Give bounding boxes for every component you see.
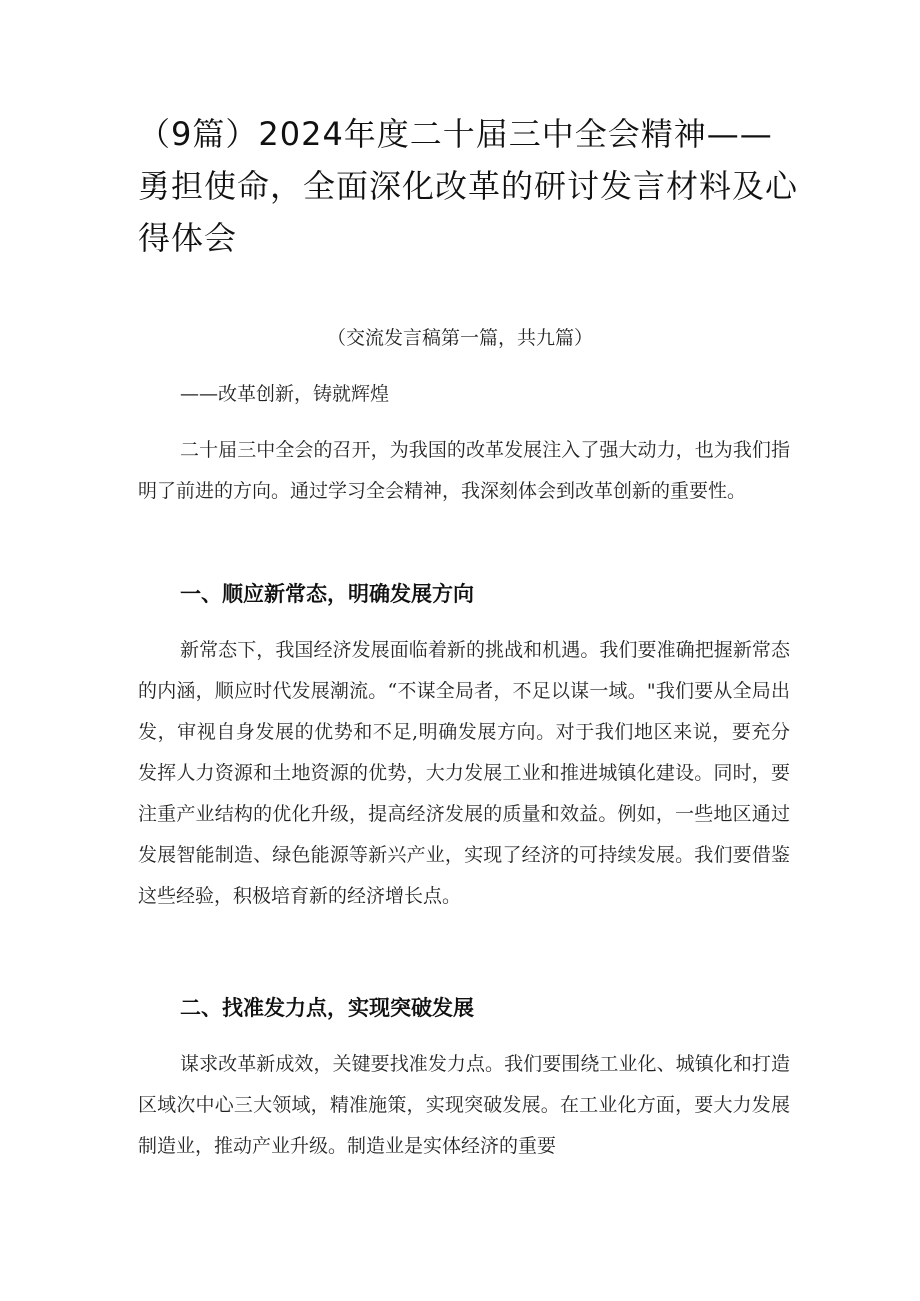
document-title: （9篇）2024年度二十届三中全会精神——勇担使命，全面深化改革的研讨发言材料及心得体会: [138, 115, 799, 257]
section-paragraph-2: 谋求改革新成效，关键要找准发力点。我们要围绕工业化、城镇化和打造区域次中心三大领域，精准施策，实现突破发展。在工业化方面，要大力发展制造业，推动产业升级。制造业是实体经济的重要: [138, 1053, 790, 1157]
section-paragraph-1: 新常态下，我国经济发展面临着新的挑战和机遇。我们要准确把握新常态的内涵，顺应时代发展潮流。“不谋全局者，不足以谋一域。"我们要从全局出发，审视自身发展的优势和不足,明确发展方向。对于我们地区来说，要充分发挥人力资源和土地资源的优势，大力发展工业和推进城镇化建设。同时，要注重产业结构的优化升级，提高经济发展的质量和效益。例如，一些地区通过发展智能制造、绿色能源等新兴产业，实现了经济的可持续发展。我们要借鉴这些经验，积极培育新的经济增长点。: [138, 639, 790, 907]
intro-paragraph: 二十届三中全会的召开，为我国的改革发展注入了强大动力，也为我们指明了前进的方向。通过学习全会精神，我深刻体会到改革创新的重要性。: [138, 439, 790, 502]
document-motto: ——改革创新，铸就辉煌: [180, 383, 390, 405]
document-subtitle: （交流发言稿第一篇，共九篇）: [326, 327, 593, 349]
section-heading-2: 二、找准发力点，实现突破发展: [180, 996, 474, 1020]
section-heading-1: 一、顺应新常态，明确发展方向: [180, 582, 474, 606]
